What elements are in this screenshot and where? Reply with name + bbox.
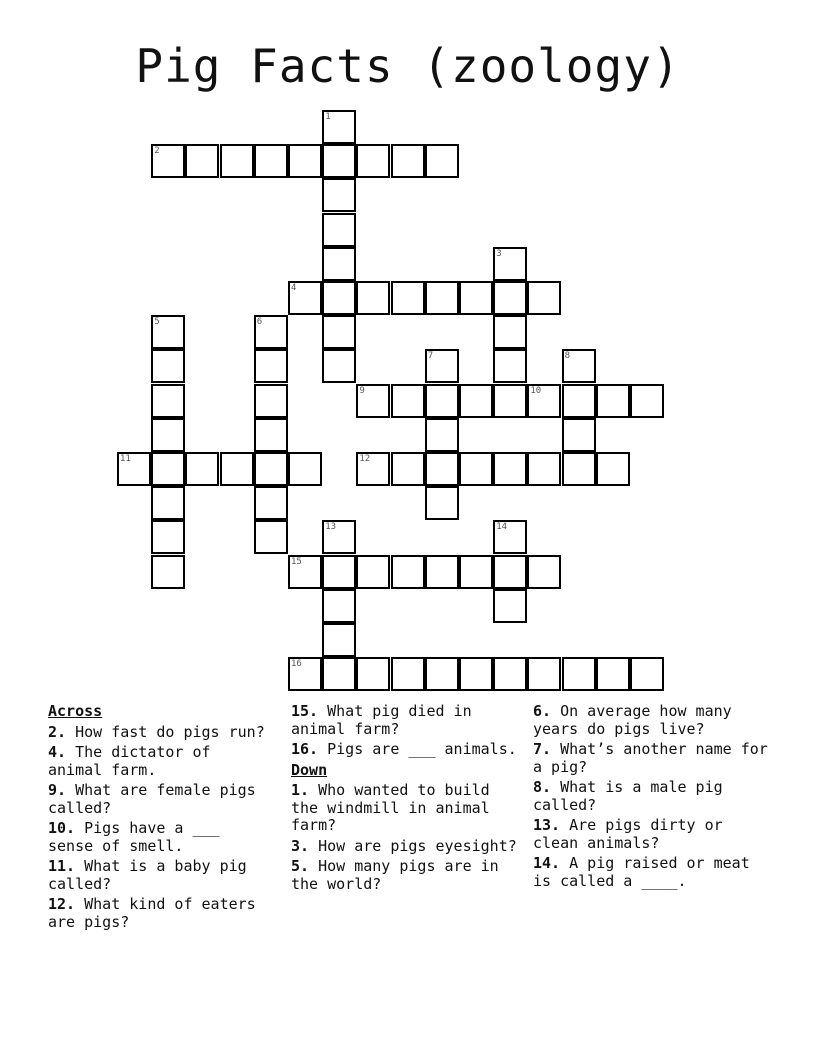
grid-cell[interactable] (117, 452, 151, 486)
grid-cell[interactable] (185, 452, 219, 486)
grid-cell[interactable] (322, 657, 356, 691)
grid-cell[interactable] (391, 384, 425, 418)
cell-number: 5 (154, 317, 160, 328)
grid-cell[interactable] (288, 144, 322, 178)
grid-cell[interactable] (391, 144, 425, 178)
cell-number: 13 (325, 522, 337, 533)
grid-cell[interactable] (151, 452, 185, 486)
grid-cell[interactable] (630, 657, 664, 691)
cell-number: 8 (564, 351, 571, 362)
cell-number: 14 (496, 522, 508, 533)
grid-cell[interactable] (527, 657, 561, 691)
grid-cell[interactable] (596, 384, 630, 418)
grid-cell[interactable] (151, 144, 185, 178)
grid-cell[interactable] (151, 486, 185, 520)
grid-cell[interactable] (493, 247, 527, 281)
grid-cell[interactable] (151, 349, 185, 383)
cell-number: 7 (427, 351, 434, 362)
grid-cell[interactable] (322, 213, 356, 247)
grid-cell[interactable] (322, 281, 356, 315)
cell-number: 10 (530, 385, 542, 396)
grid-cell[interactable] (322, 555, 356, 589)
grid-cell[interactable] (425, 555, 459, 589)
grid-cell[interactable] (459, 555, 493, 589)
grid-cell[interactable] (527, 384, 561, 418)
grid-cell[interactable] (493, 315, 527, 349)
clue-down-1: 1. Who wanted to build the windmill in animal farm? (291, 781, 490, 834)
clue-across-2: 2. How fast do pigs run? (48, 722, 265, 741)
clue-down-6: 6. On average how many years do pigs live? (533, 702, 732, 738)
grid-cell[interactable] (322, 247, 356, 281)
grid-cell[interactable] (254, 384, 288, 418)
cell-number: 11 (120, 454, 131, 464)
grid-cell[interactable] (391, 452, 425, 486)
grid-cell[interactable] (322, 623, 356, 657)
grid-cell[interactable] (288, 555, 322, 589)
grid-cell[interactable] (391, 657, 425, 691)
clue-across-4: 4. The dictator of animal farm. (48, 743, 211, 779)
clue-down-5: 5. How many pigs are in the world? (291, 857, 499, 893)
grid-cell[interactable] (562, 349, 596, 383)
grid-cell[interactable] (254, 520, 288, 554)
grid-cell[interactable] (425, 452, 459, 486)
grid-cell[interactable] (425, 281, 459, 315)
grid-cell[interactable] (391, 281, 425, 315)
grid-cell[interactable] (562, 452, 596, 486)
grid-cell[interactable] (254, 418, 288, 452)
grid-cell[interactable] (425, 657, 459, 691)
grid-cell[interactable] (425, 486, 459, 520)
clue-column-1 (48, 703, 270, 934)
clue-column-2 (291, 703, 523, 896)
grid-cell[interactable] (596, 452, 630, 486)
grid-cell[interactable] (459, 657, 493, 691)
grid-cell[interactable] (254, 349, 288, 383)
clue-down-14: 14. A pig raised or meat is called a ____. (533, 854, 750, 890)
grid-cell[interactable] (322, 349, 356, 383)
grid-cell[interactable] (562, 657, 596, 691)
grid-cell[interactable] (596, 657, 630, 691)
grid-cell[interactable] (322, 589, 356, 623)
grid-cell[interactable] (322, 178, 356, 212)
clue-down-3: 3. How are pigs eyesight? (291, 836, 517, 855)
grid-cell[interactable] (493, 452, 527, 486)
grid-cell[interactable] (527, 452, 561, 486)
cell-number: 2 (154, 146, 160, 157)
puzzle-title: Pig Facts (zoology) (135, 39, 681, 93)
grid-cell[interactable] (425, 349, 459, 383)
grid-cell[interactable] (459, 452, 493, 486)
cell-number: 12 (359, 454, 371, 464)
cell-number: 9 (359, 385, 365, 396)
cell-number: 4 (291, 283, 297, 293)
grid-cell[interactable] (151, 555, 185, 589)
clue-column-3 (533, 703, 773, 893)
clue-down-13: 13. Are pigs dirty or clean animals? (533, 816, 723, 852)
grid-cell[interactable] (151, 418, 185, 452)
grid-cell[interactable] (562, 418, 596, 452)
grid-cell[interactable] (254, 315, 288, 349)
grid-cell[interactable] (220, 452, 254, 486)
grid-cell[interactable] (220, 144, 254, 178)
grid-cell[interactable] (425, 144, 459, 178)
clue-down-7: 7. What’s another name for a pig? (533, 740, 768, 776)
grid-cell[interactable] (493, 589, 527, 623)
grid-cell[interactable] (391, 555, 425, 589)
grid-cell[interactable] (151, 384, 185, 418)
grid-cell[interactable] (493, 520, 527, 554)
grid-cell[interactable] (493, 384, 527, 418)
grid-cell[interactable] (254, 452, 288, 486)
grid-cell[interactable] (151, 315, 185, 349)
grid-cell[interactable] (288, 657, 322, 691)
grid-cell[interactable] (356, 555, 390, 589)
grid-cell[interactable] (322, 520, 356, 554)
cell-number: 16 (291, 659, 302, 670)
grid-cell[interactable] (356, 657, 390, 691)
grid-cell[interactable] (527, 555, 561, 589)
cell-number: 1 (325, 112, 331, 122)
grid-cell[interactable] (459, 281, 493, 315)
grid-cell[interactable] (493, 657, 527, 691)
grid-cell[interactable] (254, 144, 288, 178)
grid-cell[interactable] (288, 452, 322, 486)
grid-cell[interactable] (185, 144, 219, 178)
clue-across-9: 9. What are female pigs called? (48, 781, 256, 817)
grid-cell[interactable] (288, 281, 322, 315)
clue-down-8: 8. What is a male pig called? (533, 778, 723, 814)
grid-cell[interactable] (322, 315, 356, 349)
grid-cell[interactable] (630, 384, 664, 418)
grid-cell[interactable] (322, 144, 356, 178)
clue-across-10: 10. Pigs have a ___ sense of smell. (48, 819, 220, 855)
grid-cell[interactable] (493, 281, 527, 315)
clue-across-16: 16. Pigs are ___ animals. (291, 740, 517, 758)
cell-number: 15 (291, 556, 302, 567)
down-heading: Down (291, 760, 328, 779)
clue-across-11: 11. What is a baby pig called? (48, 857, 247, 893)
grid-cell[interactable] (254, 486, 288, 520)
grid-cell[interactable] (459, 384, 493, 418)
grid-cell[interactable] (356, 281, 390, 315)
grid-cell[interactable] (562, 384, 596, 418)
grid-cell[interactable] (425, 418, 459, 452)
clue-across-12: 12. What kind of eaters are pigs? (48, 895, 256, 931)
grid-cell[interactable] (527, 281, 561, 315)
grid-cell[interactable] (356, 384, 390, 418)
grid-cell[interactable] (356, 144, 390, 178)
cell-number: 3 (496, 248, 502, 259)
grid-cell[interactable] (493, 555, 527, 589)
cell-number: 6 (256, 317, 263, 328)
grid-cell[interactable] (151, 520, 185, 554)
grid-cell[interactable] (493, 349, 527, 383)
clue-across-15: 15. What pig died in animal farm? (291, 702, 472, 738)
grid-cell[interactable] (425, 384, 459, 418)
across-heading: Across (48, 702, 103, 720)
grid-cell[interactable] (356, 452, 390, 486)
grid-cell[interactable] (322, 110, 356, 144)
